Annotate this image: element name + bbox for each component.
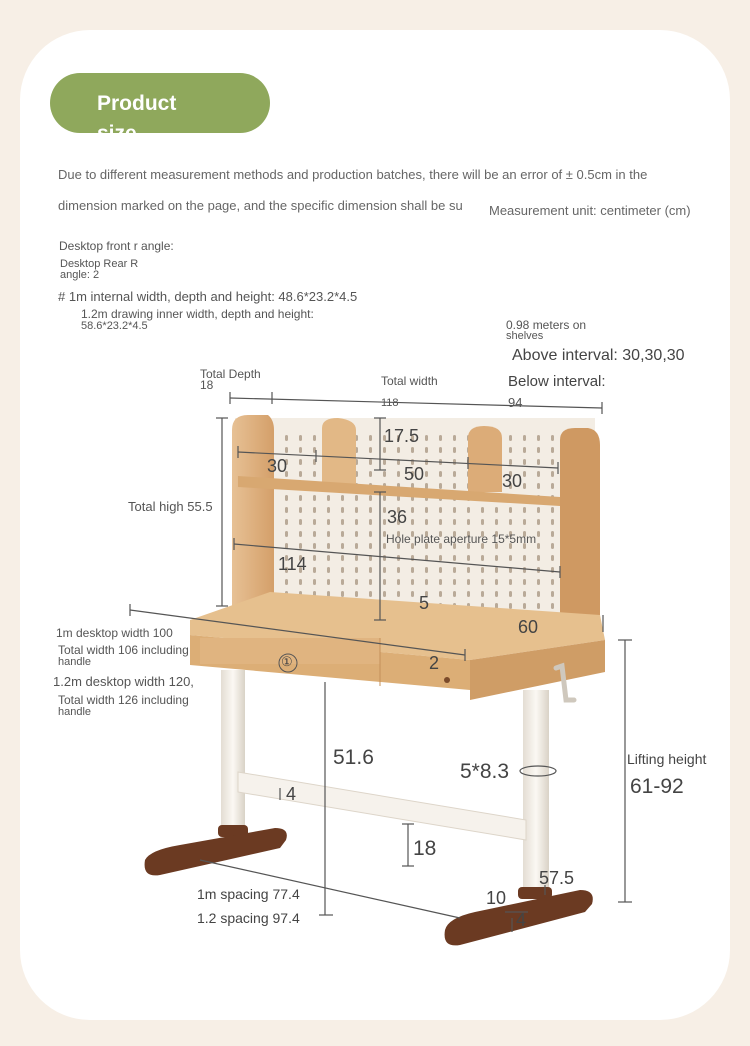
above-interval: Above interval: 30,30,30 [512,347,685,364]
left-foot [145,828,287,875]
notice-line-2: dimension marked on the page, and the specific dimension shall be su [58,198,463,213]
inner-width-value: 114 [278,554,307,574]
left-leg [221,670,245,830]
front-angle-label: Desktop front r angle: [59,239,174,253]
desk-12m-handle: Total width 126 including [58,693,189,707]
lifting-height-value: 61-92 [630,775,684,798]
leg-height-value: 51.6 [333,746,374,769]
shelf-middle-value: 50 [404,464,425,484]
measurement-unit: Measurement unit: centimeter (cm) [489,203,691,218]
board-gap-value: 5 [419,593,430,613]
shelf-divider-left [322,418,356,485]
shelves-label: 0.98 meters on [506,318,587,332]
section-badge-label: Product size [97,92,177,145]
spacing-12m: 1.2 spacing 97.4 [197,910,300,926]
shelf-height-value: 17.5 [384,426,420,446]
desk-depth-value: 60 [518,617,539,637]
desk-1m-handle-2: handle [58,656,92,668]
column-size-value: 5*8.3 [460,760,510,783]
total-depth-label: Total Depth [200,367,261,381]
internal-size-12m-label: 1.2m drawing inner width, depth and height: [81,307,314,321]
below-interval: Below interval: [508,373,606,390]
internal-size-12m-value: 58.6*23.2*4.5 [81,320,148,332]
desk-12m-label: 1.2m desktop width 120, [53,674,194,689]
right-leg [523,690,549,890]
rear-angle-value: angle: 2 [60,269,100,281]
total-width-value: 118 [381,397,399,409]
total-width-label: Total width [381,374,438,388]
ground-clearance-value: 18 [413,837,437,860]
shelf-divider-right [468,426,502,492]
lock-icon [444,677,450,683]
corner-radius-value: 2 [429,653,440,673]
shelf-right-value: 30 [502,471,523,491]
internal-size-1m: # 1m internal width, depth and height: 48.6*23.2*4.5 [58,289,358,304]
shelves-label-2: shelves [506,330,544,342]
hole-plate-label: Hole plate aperture 15*5mm [386,532,537,546]
rear-angle-label: Desktop Rear R [60,258,139,270]
desk-12m-handle-2: handle [58,706,92,718]
total-high-label: Total high 55.5 [128,499,213,514]
board-height-value: 36 [387,507,408,527]
total-width-alt: 94 [508,395,523,410]
drawer-mark: ① [281,654,293,669]
desk-1m-handle: Total width 106 including [58,643,189,657]
hutch-right-panel [560,428,600,640]
crossbar-value: 4 [286,784,297,804]
hutch-left-panel [232,415,274,610]
foot-length-value: 57.5 [539,868,575,888]
notice-line-1: Due to different measurement methods and production batches, there will be an error of ± 0.5cm in the [58,167,648,182]
desk-1m-label: 1m desktop width 100 [56,626,173,640]
total-depth-value: 18 [200,378,214,392]
foot-width-value: 10 [486,888,507,908]
shelf-left-value: 30 [267,456,288,476]
foot-height-value: 4 [516,910,527,930]
spacing-1m: 1m spacing 77.4 [197,886,300,902]
lifting-height-label: Lifting height [627,751,707,767]
